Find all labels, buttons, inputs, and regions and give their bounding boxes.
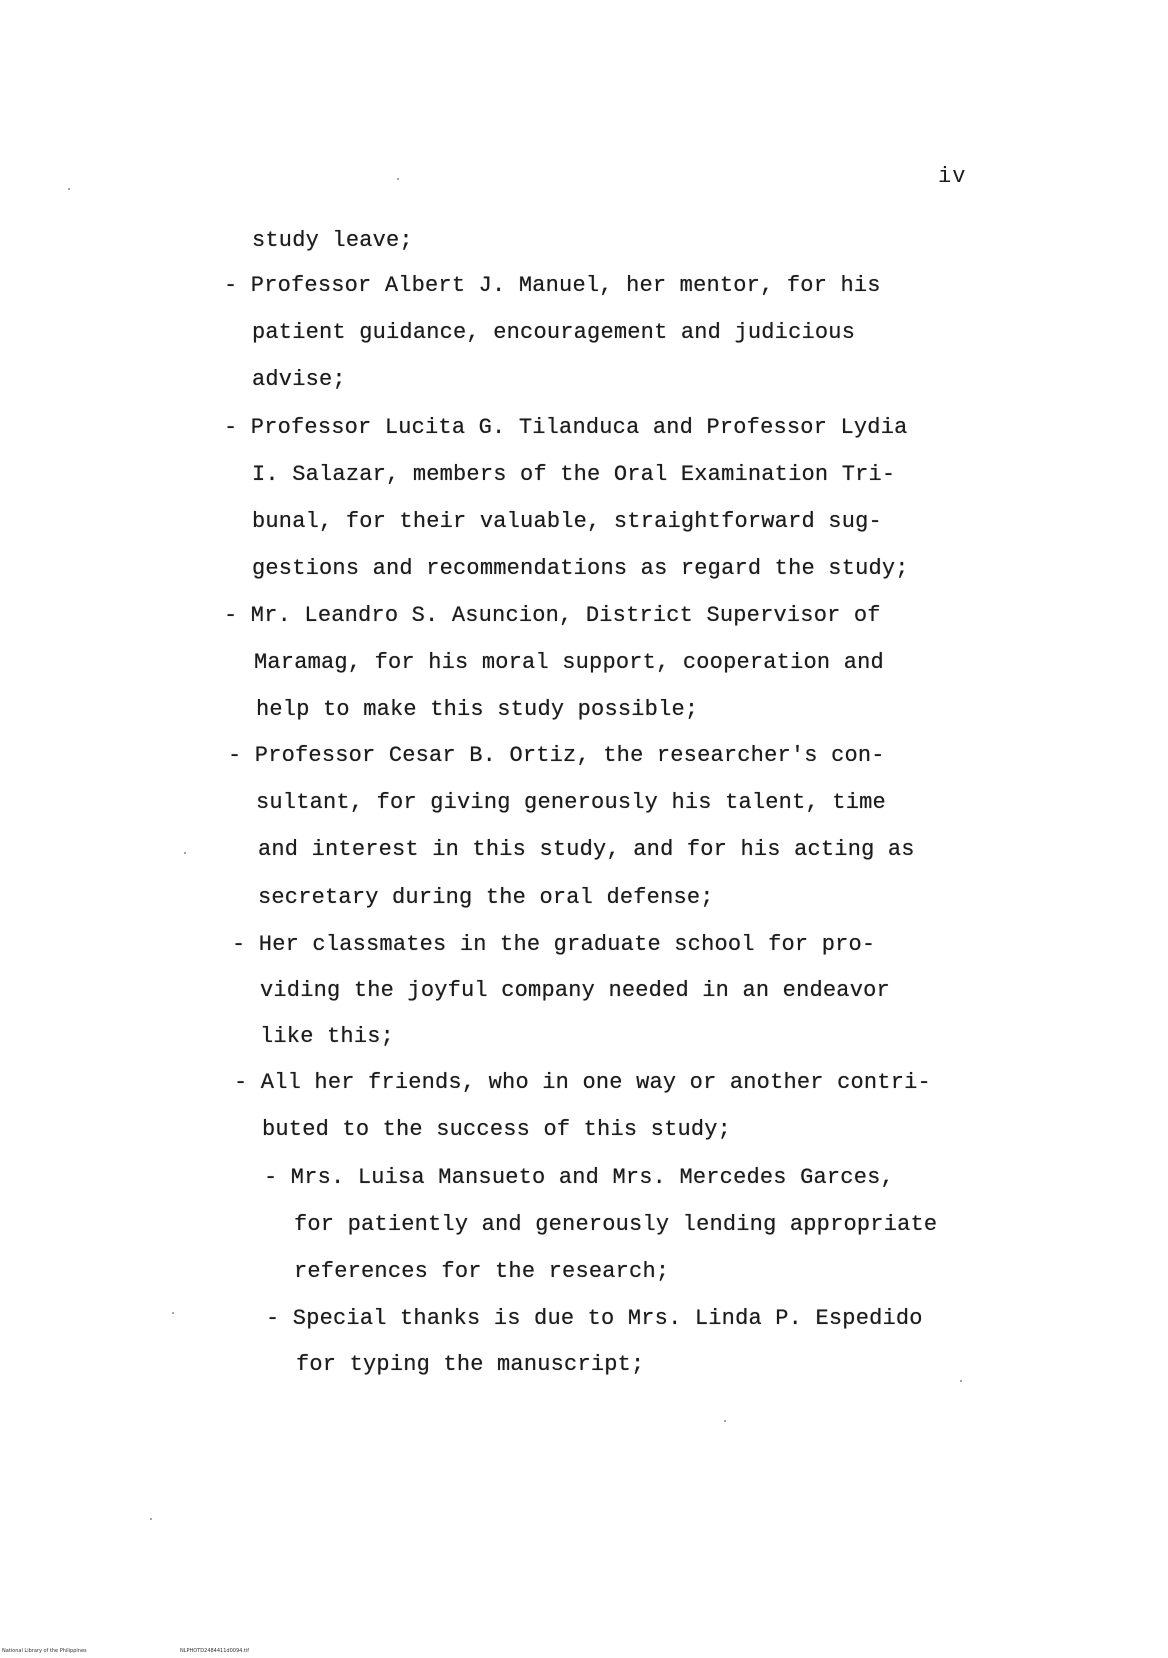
text-line: study leave; bbox=[252, 228, 413, 253]
scan-speck bbox=[960, 1380, 962, 1382]
bullet-line: - Her classmates in the graduate school for pro- bbox=[232, 932, 876, 957]
text-line: buted to the success of this study; bbox=[262, 1117, 732, 1142]
text-line: viding the joyful company needed in an endeavor bbox=[260, 978, 890, 1003]
sub-bullet-line: - Mrs. Luisa Mansueto and Mrs. Mercedes Garces, bbox=[264, 1165, 894, 1190]
scan-speck bbox=[184, 852, 186, 854]
text-line: advise; bbox=[252, 367, 346, 392]
text-line: bunal, for their valuable, straightforward sug- bbox=[252, 509, 882, 534]
text-line: and interest in this study, and for his acting as bbox=[258, 837, 915, 862]
text-line: secretary during the oral defense; bbox=[258, 885, 714, 910]
text-line: for typing the manuscript; bbox=[296, 1352, 645, 1377]
bullet-line: - Professor Albert J. Manuel, her mentor, for his bbox=[224, 273, 881, 298]
scan-speck bbox=[397, 178, 399, 180]
text-line: I. Salazar, members of the Oral Examination Tri- bbox=[252, 462, 896, 487]
text-line: gestions and recommendations as regard the study; bbox=[252, 556, 909, 581]
page-number: iv bbox=[938, 164, 967, 189]
text-line: references for the research; bbox=[294, 1259, 670, 1284]
bullet-line: - Mr. Leandro S. Asuncion, District Supervisor of bbox=[224, 603, 881, 628]
scan-speck bbox=[724, 1420, 726, 1422]
scan-speck bbox=[68, 188, 70, 190]
bullet-line: - All her friends, who in one way or another contri- bbox=[234, 1070, 931, 1095]
footer-library: National Library of the Philippines bbox=[2, 1648, 87, 1654]
text-line: patient guidance, encouragement and judicious bbox=[252, 320, 856, 345]
text-line: Maramag, for his moral support, cooperation and bbox=[254, 650, 884, 675]
text-line: sultant, for giving generously his talent, time bbox=[256, 790, 886, 815]
scan-speck bbox=[172, 1312, 174, 1314]
bullet-line: - Professor Cesar B. Ortiz, the researcher's con- bbox=[228, 743, 885, 768]
sub-bullet-line: - Special thanks is due to Mrs. Linda P. Espedido bbox=[266, 1306, 923, 1331]
footer-file-id: NLPHOTD2484411d0094.tif bbox=[180, 1648, 250, 1654]
scan-speck bbox=[150, 1518, 152, 1520]
text-line: help to make this study possible; bbox=[256, 697, 699, 722]
bullet-line: - Professor Lucita G. Tilanduca and Professor Lydia bbox=[224, 415, 908, 440]
text-line: like this; bbox=[260, 1024, 395, 1049]
text-line: for patiently and generously lending appropriate bbox=[294, 1212, 938, 1237]
